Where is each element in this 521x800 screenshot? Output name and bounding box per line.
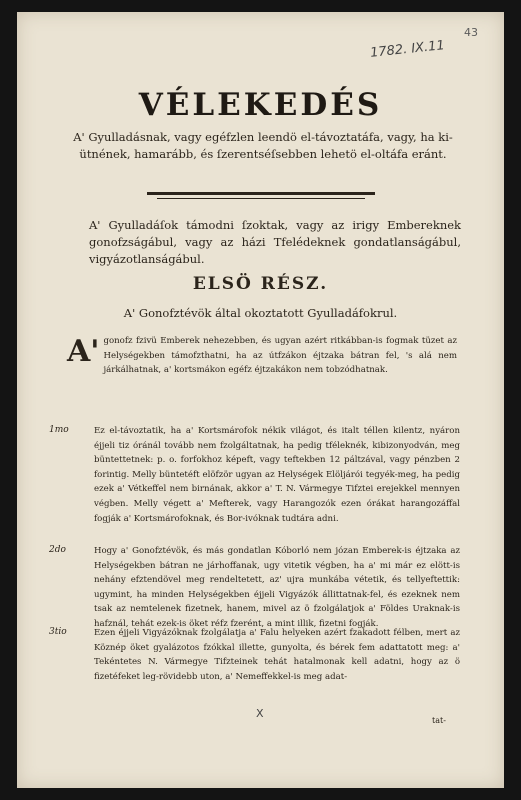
paragraph-marker-3: 3tio xyxy=(49,627,67,637)
handwritten-page-number: 43 xyxy=(464,26,478,39)
document-page xyxy=(17,12,504,788)
paragraph-opening xyxy=(67,334,457,378)
catchword: tat- xyxy=(432,716,446,725)
x-mark: X xyxy=(256,707,264,720)
drop-cap: A' xyxy=(67,334,100,369)
intro-paragraph: A' Gyulladáſok támodni ſzoktak, vagy az irigy Embereknek gonofzságábul, vagy az házi Tfelédeknek gondatlanságábul, vigyázotlanságábul. xyxy=(89,218,461,266)
section-heading: A' Gonofztévök által okoztatott Gyulladáfokrul. xyxy=(123,306,398,320)
handwritten-date: 1782. IX.11 xyxy=(369,38,446,61)
paragraph-marker-2: 2do xyxy=(49,545,66,555)
paragraph-2: Hogy a' Gonofztévök, és más gondatlan Kóborló nem józan Emberek-is éjtzaka az Helységekben bátran ne járhoffanak, ugy vitetik végben, ha a' mi már ez elött-is nehány efztendövel meg rendeltetett, az' ujra munkába vétetik, és tellyeftettik: ugymint, ha minden Helységekben éjjeli Vigyázók állittatnak-fel, és ezeknek nem tsak az nemtelenek fizetnek, hanem, mivel az ö fzolgálatjok a' Földes Uraknak-is hafznál, tehát ezek-is öket réfz fzerént, a mint illik, fizetni fogják. xyxy=(94,546,460,629)
part-heading: ELSÖ RÉSZ. xyxy=(192,274,329,294)
paragraph-marker-1: 1mo xyxy=(49,425,69,435)
paragraph-3: Ezen éjjeli Vigyázóknak fzolgálatja a' Falu helyeken azért fzakadott félben, mert az Köznép öket gyalázotos fzókkal illette, gunyolta, és bérek fem adattatott meg: a' Tekéntetes N. Vármegye Tifzteinek tehát hatalmonak kell adatni, hogy az ö fizetéfeket leg-rövidebb uton, a' Nemeffekkel-is meg adat- xyxy=(94,628,460,682)
paragraph-1: Ez el-távoztatik, ha a' Kortsmárofok nékik világot, és italt téllen kilentz, nyáron éjjeli tiz óránál tovább nem fzolgáltatnak, ha pedig tféleknék, kibizonyodván, meg büntettetnek: p. o. forfokhoz képeft, vagy teftekben 12 páltzával, vagy pénzben 2 forintig. Melly büntetéft elöfzör ugyan az Helységek Elöljárói tegyék-meg, ha pedig ezek a' Vétkeffel nem birnának, akkor a' T. N. Vármegye Tifztei erejekkel mennyen végben. Melly végett a' Mefterek, vagy Harangozók ezen órákat harangozáffal fogják a' Kortsmárofoknak, és Bor-ivóknak tudtára adni. xyxy=(94,426,460,524)
document-subtitle: A' Gyulladásnak, vagy egéfzlen leendö el-távoztatáfa, vagy, ha ki-ütnének, hamarább, és ſzerentséſsebben lehetö el-oltáfa eránt. xyxy=(73,130,453,161)
paragraph-opening-text: gonofz fzivü Emberek nehezebben, és ugyan azért ritkábban-is fogmak tüzet az Helységekben támofzthatni, ha az útfzákon éjtzaka bátran fel, 's alá nem járkálhatnak, a' kortsmákon egéfz éjtzakákon nem tobzódhatnak. xyxy=(103,336,457,376)
document-title: VÉLEKEDÉS xyxy=(138,87,383,123)
title-rule xyxy=(147,192,375,195)
title-rule-thin xyxy=(157,198,365,199)
